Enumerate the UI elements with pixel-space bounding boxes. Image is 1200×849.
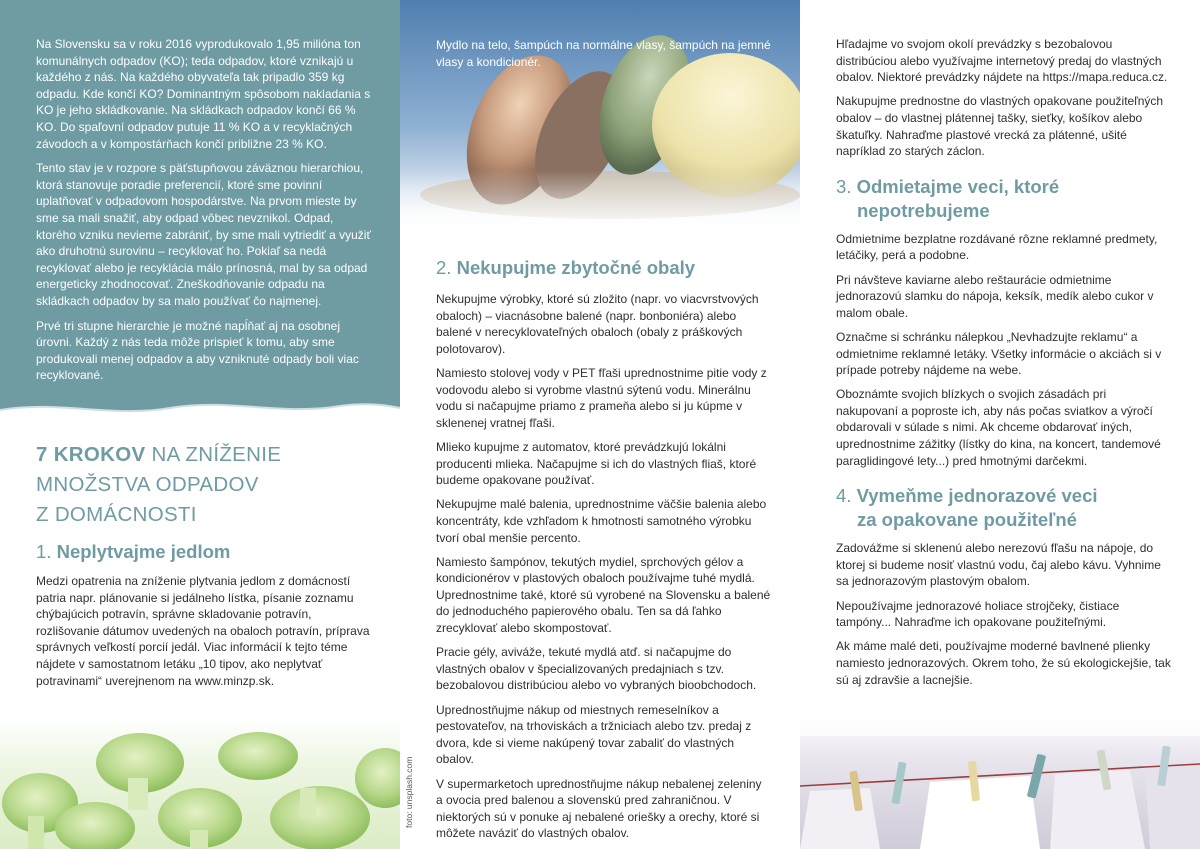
column-3-body [836,36,1171,696]
intro-text [36,36,371,392]
main-title-rest: NA ZNÍŽENIE [145,443,282,466]
column-3 [800,0,1200,849]
svg-text:foto: unsplash.com: foto: unsplash.com [404,756,414,828]
main-title [36,440,376,530]
section-1 [36,540,371,697]
section-2 [436,256,771,849]
column-1 [0,0,400,849]
section-4-paragraph: Ak máme malé deti, používajme moderné bavlnené plienky namiesto jednorazových. Okrem toho, že sú ekologickejšie, tak sú aj zdravšie a lacnejšie. [836,639,1171,687]
section-2-continued: Hľadajme vo svojom okolí prevádzky s bezobalovou distribúciou alebo využívajme internetový predaj do vlastných obalov. Niektoré prevádzky nájdete na https://mapa.reduca.cz. [836,37,1168,85]
column-2 [400,0,800,849]
section-2-continued: Nakupujme prednostne do vlastných opakovane použiteľných obalov – do vlastnej plátennej tašky, sieťky, košíkov alebo škatuľky. Nahraďme plastové vrecká za plátenné, ušité napríklad zo starých záclon. [836,94,1164,159]
section-3-paragraph: Pri návšteve kaviarne alebo reštaurácie odmietnime jednorazovú slamku do nápoja, keksík, medík alebo cukor v malom obale. [836,272,1154,320]
section-2-paragraph: Nekupujme malé balenia, uprednostnime väčšie balenia alebo koncentráty, kde vzhľadom k hmotnosti samotného výrobku tvorí obal menšie percento. [436,497,767,545]
main-title-bold: 7 KROKOV [36,443,146,466]
section-2-heading: 2. Nekupujme zbytočné obaly [436,257,696,278]
section-2-paragraph: Mlieko kupujme z automatov, ktoré prevádzkujú lokálni producenti mlieka. Načapujme si ich do vlastných fliaš, ktoré budeme opakovane používať. [436,439,757,488]
section-3-paragraph: Odmietnime bezplatne rozdávané rôzne reklamné predmety, letáčiky, perá a podobne. [836,231,1158,263]
intro-paragraph: Prvé tri stupne hierarchie je možné napĺňať aj na osobnej úrovni. Každý z nás teda môže prispieť k tomu, aby sme produkovali menej odpadov a aby vzniknuté odpady boli viac recyklované. [36,318,359,383]
section-2-paragraph: V supermarketoch uprednostňujme nákup nebalenej zeleniny a ovocia pred balenou a slovenskú pred zahraničnou. V niektorých sú v ponuke aj nebalené oriešky a orechy, ktoré si môžete naváziť do vlastných obalov. [436,776,762,841]
section-2-paragraph: Pracie gély, aviváže, tekuté mydlá atď. si načapujme do vlastných obalov v špecializovaných predajniach s tzv. bezobalovou distribúciou alebo vo vybraných bioobchodoch. [436,645,757,693]
section-4-heading: 4. Vymeňme jednorazové veci za opakovane použiteľné [836,485,1098,531]
section-3-heading: 3. Odmietajme veci, ktoré nepotrebujeme [836,175,1060,221]
section-3-paragraph: Oboznámte svojich blízkych o svojich zásadách pri nakupovaní a poproste ich, aby nás počas sviatkov a výročí obdarovali v súlade s nimi. Ak chceme obdarovať iných, uprednostnime zážitky (lístky do kina, na koncert, tandemové paraglidingové lety...) pred hmotnými darčekmi. [836,387,1161,468]
cauliflower-photo [0,718,400,849]
soap-caption: Mydlo na telo, šampúch na normálne vlasy, šampúch na jemné vlasy a kondicionér. [436,38,771,69]
intro-paragraph: Na Slovensku sa v roku 2016 vyprodukovalo 1,95 milióna ton komunálnych odpadov (KO); teda odpadov, ktoré vznikajú u každého z nás. Na každého obyvateľa tak pripadlo 359 kg odpadu. Kde končí KO? Dominantným spôsobom nakladania s KO je jeho skládkovanie. Na skládkach odpadov končí 66 % KO. Do spaľovní odpadov putuje 11 % KO a v recyklačných závodoch a v kompostárňach končí približne 23 % KO. [36,37,371,151]
section-1-text: Medzi opatrenia na zníženie plytvania jedlom z domácností patria napr. plánovanie si jedálneho lístka, písanie zoznamu chýbajúcich potravín, správne skladovanie potravín, rozlišovanie dátumov uvedených na obaloch potravín, príprava správnych veľkostí porcií jedál. Viac informácií k tejto téme nájdete v samostatnom letáku „10 tipov, ako neplytvať potravinami“ uverejnenom na www.minzp.sk. [36,574,370,688]
section-4-paragraph: Nepoužívajme jednorazové holiace strojčeky, čistiace tampóny... Nahraďme ich opakovane použiteľnými. [836,598,1120,630]
section-4-paragraph: Zadovážme si sklenenú alebo nerezovú fľašu na nápoje, do ktorej si budeme nosiť vlastnú vodu, čaj alebo kávu. Vyhnime sa jednorazovým plastovým obalom. [836,541,1161,589]
section-3-paragraph: Označme si schránku nálepkou „Nevhadzujte reklamu“ a odmietnime reklamné letáky. Všetky informácie o akciách si v prípade potreby nájdeme na webe. [836,329,1162,378]
wave-divider [0,396,400,426]
section-2-paragraph: Uprednostňujme nákup od miestnych remeselníkov a pestovateľov, na trhoviskách a tržniciach alebo tzv. predaj z dvora, kde si vieme nakúpený tovar zabaliť do vlastných obalov. [436,702,752,767]
section-2-paragraph: Namiesto stolovej vody v PET fľaši uprednostnime pitie vody z vodovodu alebo si vyrobme vlastnú sýtenú vodu. Minerálnu vodu si načapujme priamo z prameňa alebo si ju kúpme v sklenenej vratnej fľaši. [436,365,767,430]
soap-bars-photo [400,0,800,230]
main-title-line3: Z DOMÁCNOSTI [36,503,197,526]
section-2-paragraph: Namiesto šampónov, tekutých mydiel, sprchových gélov a kondicionérov v plastových obaloch používajme tuhé mydlá. Uprednostnime také, ktoré sú vyrobené na Slovensku a balené do jednoduchého papierového obalu. Ten sa dá ľahko zrecyklovať alebo skompostovať. [436,554,771,636]
section-2-paragraph: Nekupujme výrobky, ktoré sú zložito (napr. vo viacvrstvových obaloch) – viacnásobne balené (napr. bonboniéra) alebo balené v nerecyklovateľných obaloch (obaly z práškových polotovarov). [436,292,759,356]
clothespins-laundry-photo [800,716,1200,849]
intro-paragraph: Tento stav je v rozpore s päťstupňovou záväznou hierarchiou, ktorá stanovuje poradie preferencií, ktoré sme povinní uplatňovať v odpadovom hospodárstve. Na prvom mieste by sme sa mali snažiť, aby odpad vôbec nevznikol. Odpad, ktorého vzniku nevieme zabrániť, by sme mali vytriediť a využiť ako druhotnú surovinu – recyklovať ho. Pokiaľ sa nedá recyklovať alebo je recyklácia málo prínosná, mal by sa odpad energeticky zhodnocovať. Zneškodňovanie odpadu na skládkach odpadov by sa malo používať čo najmenej. [36,161,371,308]
main-title-line2: MNOŽSTVA ODPADOV [36,473,259,496]
section-1-heading: 1. Neplytvajme jedlom [36,541,231,562]
